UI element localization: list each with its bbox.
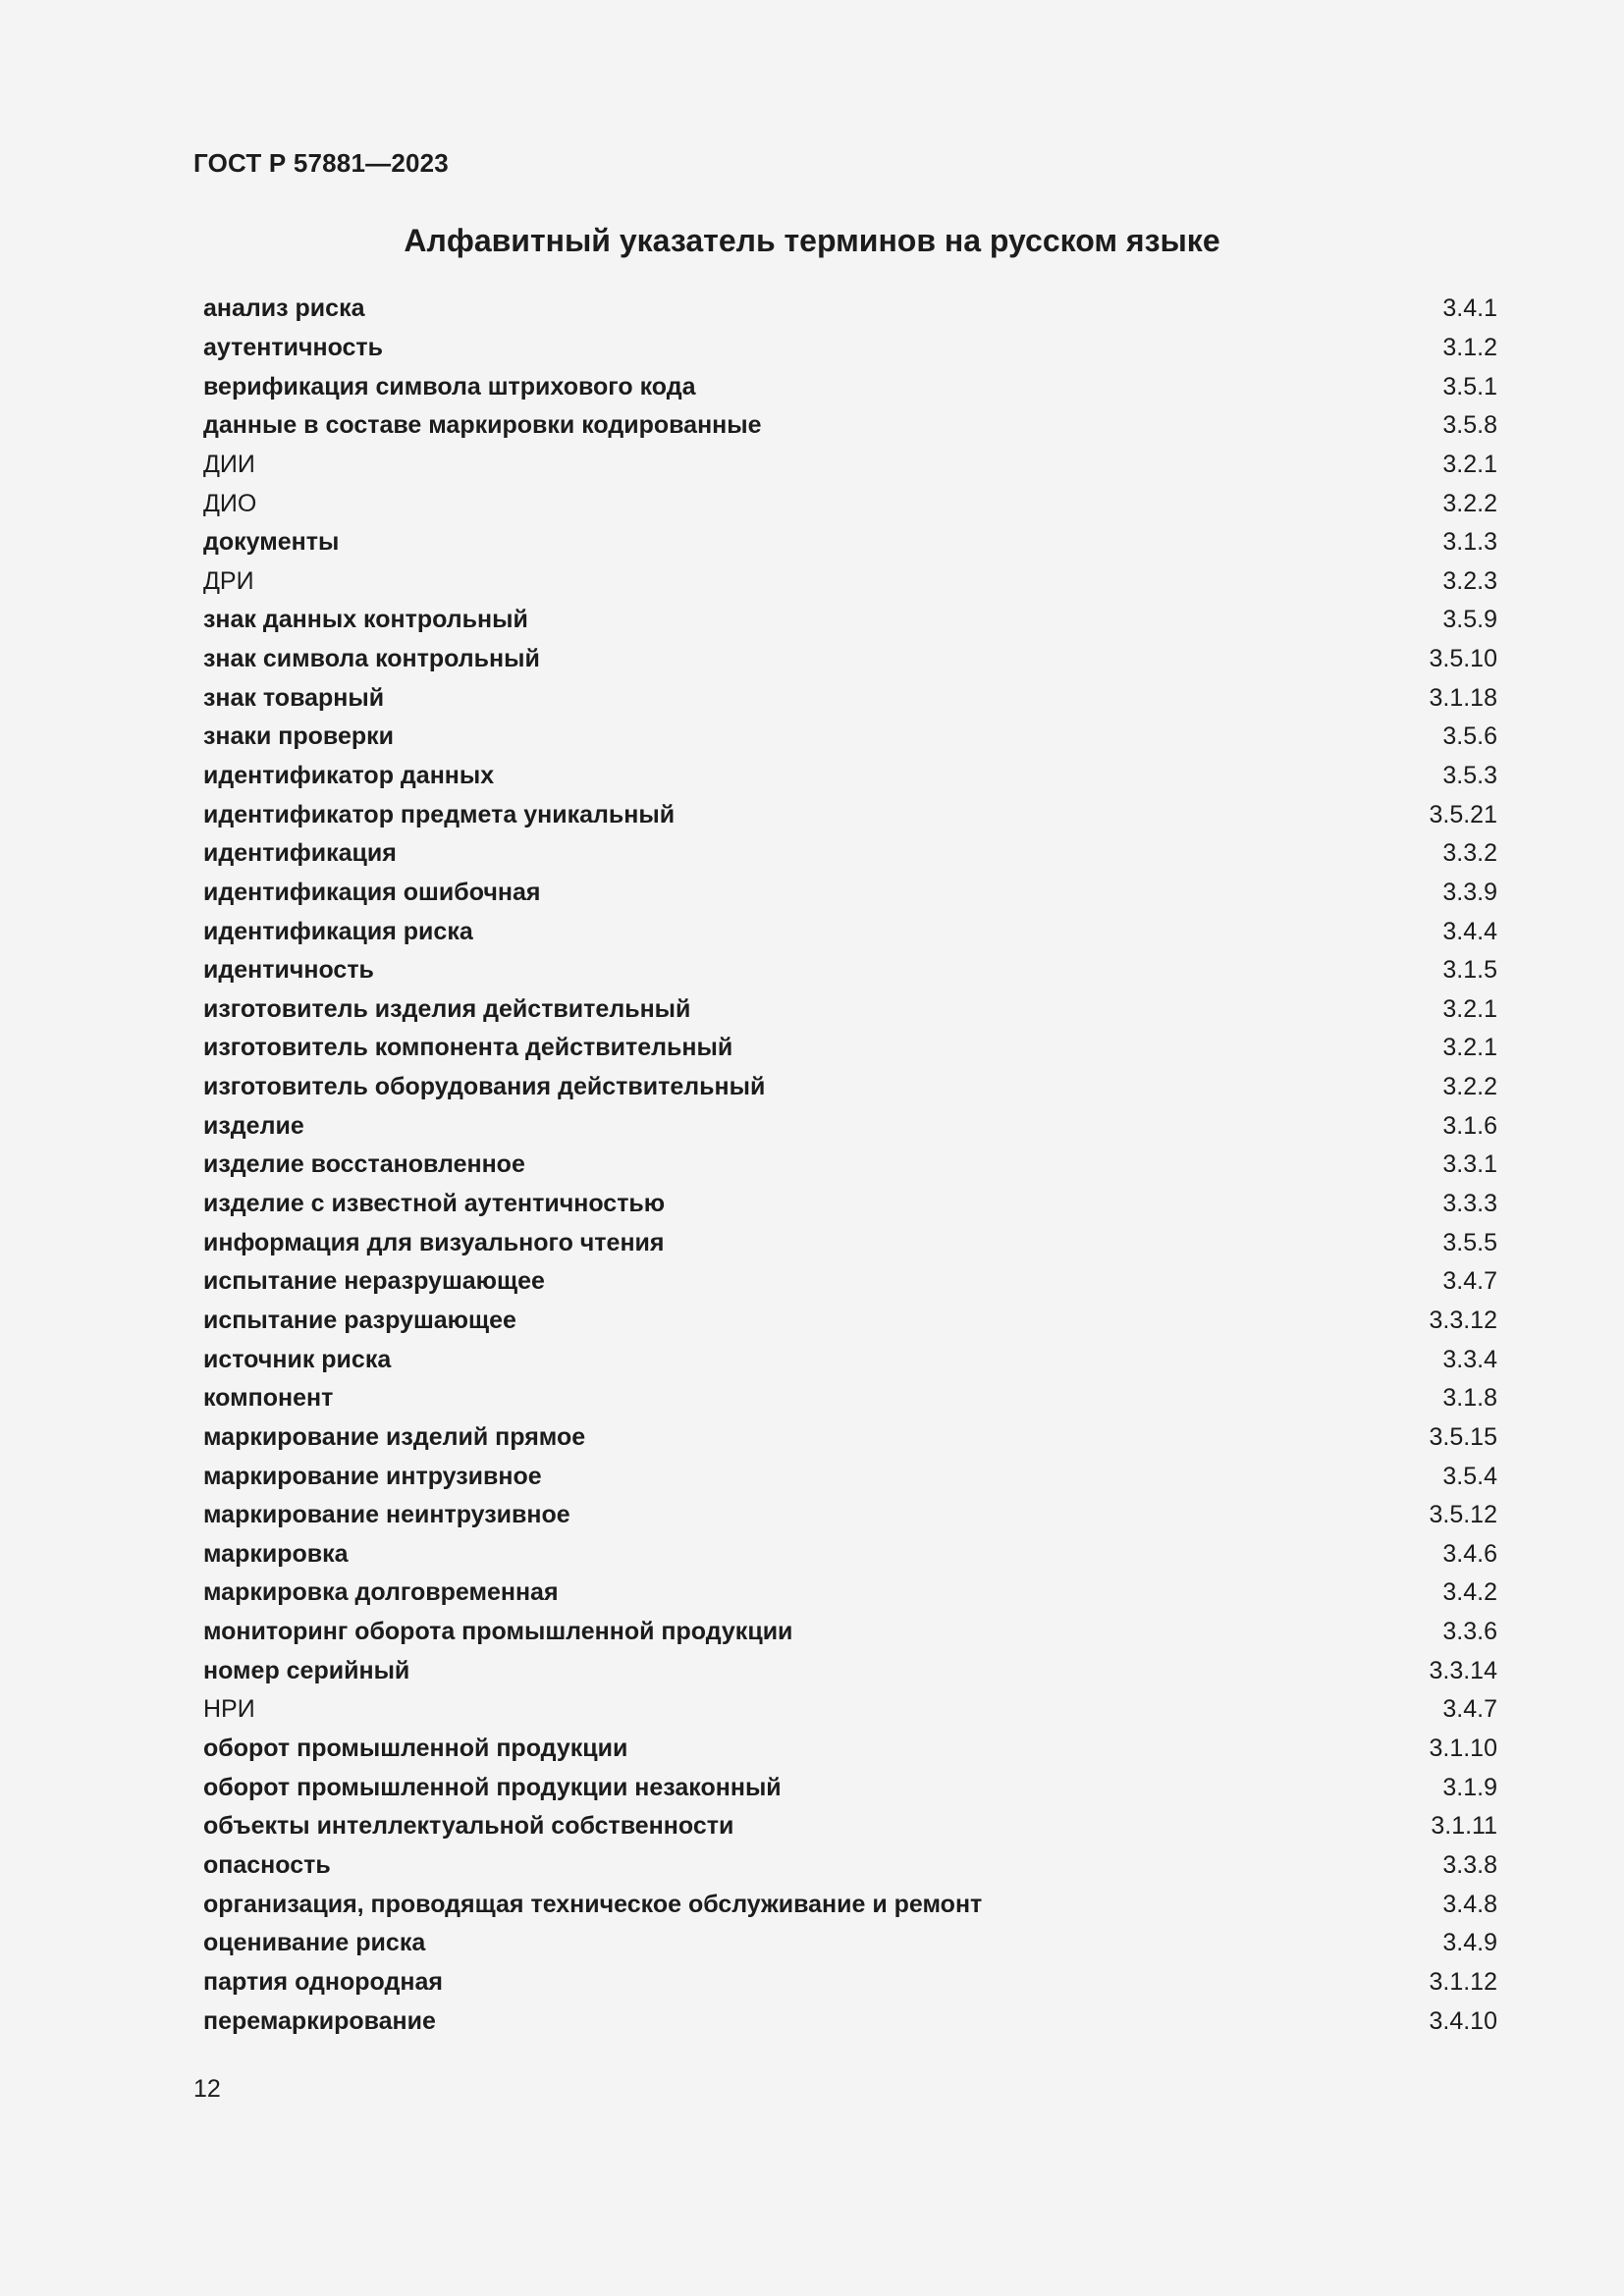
index-term: знак символа контрольный [203, 645, 540, 673]
index-term: идентификация риска [203, 917, 473, 945]
index-entry [203, 951, 1497, 990]
index-entry [203, 446, 1497, 485]
index-term-reference: 3.5.4 [1442, 1462, 1497, 1490]
index-entry [203, 1302, 1497, 1341]
index-term-reference: 3.2.3 [1442, 566, 1497, 595]
index-entry [203, 1029, 1497, 1068]
index-term-reference: 3.5.12 [1429, 1501, 1497, 1529]
index-entry [203, 1885, 1497, 1924]
index-term-reference: 3.5.15 [1429, 1422, 1497, 1451]
index-entry [203, 1846, 1497, 1886]
index-entry [203, 1690, 1497, 1730]
index-term-reference: 3.4.7 [1442, 1695, 1497, 1724]
index-term-reference: 3.5.3 [1442, 762, 1497, 789]
index-term-reference: 3.4.6 [1442, 1539, 1497, 1568]
index-term: изделие восстановленное [203, 1150, 525, 1179]
index-entry [203, 678, 1497, 718]
index-entry [203, 561, 1497, 601]
index-entry [203, 640, 1497, 679]
index-term-reference: 3.2.1 [1442, 994, 1497, 1023]
index-term-reference: 3.1.3 [1442, 528, 1497, 557]
index-term: организация, проводящая техническое обслуживание и ремонт [203, 1890, 983, 1918]
index-entry [203, 1768, 1497, 1807]
index-entry [203, 1068, 1497, 1107]
index-entry [203, 2002, 1497, 2041]
index-term-reference: 3.5.9 [1442, 606, 1497, 634]
index-entry [203, 1574, 1497, 1613]
index-term: верификация символа штрихового кода [203, 372, 696, 400]
index-term: изделие [203, 1111, 304, 1140]
index-entry [203, 990, 1497, 1030]
index-entry [203, 290, 1497, 329]
index-term: испытание неразрушающее [203, 1267, 545, 1296]
index-entry [203, 1418, 1497, 1458]
index-term-reference: 3.3.8 [1442, 1850, 1497, 1879]
index-term: ДИИ [203, 450, 255, 478]
index-term-reference: 3.3.9 [1442, 878, 1497, 906]
index-entry [203, 1651, 1497, 1690]
index-term: знаки проверки [203, 722, 394, 751]
index-term-reference: 3.1.18 [1429, 683, 1497, 712]
index-entry [203, 834, 1497, 874]
index-term-reference: 3.3.12 [1429, 1306, 1497, 1334]
index-entry [203, 1807, 1497, 1846]
index-term: информация для визуального чтения [203, 1228, 665, 1256]
index-term-reference: 3.3.4 [1442, 1345, 1497, 1373]
index-term: изготовитель изделия действительный [203, 994, 691, 1023]
index-entry [203, 1185, 1497, 1224]
index-term-reference: 3.1.12 [1429, 1967, 1497, 1996]
standard-code-header: ГОСТ Р 57881—2023 [193, 148, 449, 178]
index-entry [203, 1262, 1497, 1302]
index-entry [203, 367, 1497, 406]
index-term: оборот промышленной продукции незаконный [203, 1773, 782, 1801]
index-entry [203, 523, 1497, 562]
index-term: маркирование изделий прямое [203, 1422, 586, 1451]
index-term-reference: 3.5.6 [1442, 722, 1497, 751]
index-term: изготовитель оборудования действительный [203, 1073, 766, 1101]
index-entry [203, 1963, 1497, 2002]
index-term-reference: 3.1.9 [1442, 1773, 1497, 1801]
index-term-reference: 3.5.21 [1429, 800, 1497, 828]
index-term: источник риска [203, 1345, 392, 1373]
index-term: идентификация [203, 839, 397, 868]
index-term: перемаркирование [203, 2006, 436, 2035]
index-title: Алфавитный указатель терминов на русском языке [404, 223, 1220, 258]
index-entry [203, 1379, 1497, 1418]
index-term-reference: 3.5.1 [1442, 372, 1497, 400]
index-term: мониторинг оборота промышленной продукции [203, 1618, 793, 1646]
index-term: маркирование неинтрузивное [203, 1501, 570, 1529]
index-entry [203, 1535, 1497, 1575]
index-entry [203, 1340, 1497, 1379]
index-term: ДРИ [203, 566, 254, 595]
index-term: данные в составе маркировки кодированные [203, 411, 762, 440]
index-term-reference: 3.2.1 [1442, 1034, 1497, 1062]
index-term-reference: 3.4.8 [1442, 1890, 1497, 1918]
index-term: объекты интеллектуальной собственности [203, 1812, 734, 1841]
index-entry [203, 757, 1497, 796]
index-term: испытание разрушающее [203, 1306, 516, 1334]
index-term-reference: 3.3.3 [1442, 1190, 1497, 1218]
index-entry [203, 601, 1497, 640]
index-term-reference: 3.3.2 [1442, 839, 1497, 868]
index-term: партия однородная [203, 1967, 443, 1996]
index-term: изготовитель компонента действительный [203, 1034, 733, 1062]
index-term-reference: 3.1.11 [1431, 1812, 1497, 1841]
index-entry [203, 874, 1497, 913]
index-term: компонент [203, 1384, 334, 1413]
index-term: оценивание риска [203, 1929, 426, 1957]
index-term: знак данных контрольный [203, 606, 528, 634]
index-term-reference: 3.4.2 [1442, 1578, 1497, 1607]
term-index-list [203, 290, 1497, 2041]
index-term: маркировка [203, 1539, 349, 1568]
index-term-reference: 3.4.9 [1442, 1929, 1497, 1957]
index-entry [203, 406, 1497, 446]
index-term: знак товарный [203, 683, 385, 712]
index-term-reference: 3.1.5 [1442, 956, 1497, 985]
index-term-reference: 3.3.1 [1442, 1150, 1497, 1179]
index-entry [203, 1730, 1497, 1769]
index-term: опасность [203, 1850, 331, 1879]
index-term-reference: 3.4.4 [1442, 917, 1497, 945]
index-entry [203, 484, 1497, 523]
index-term: идентификатор предмета уникальный [203, 800, 676, 828]
index-term-reference: 3.4.7 [1442, 1267, 1497, 1296]
index-entry [203, 1223, 1497, 1262]
index-term-reference: 3.5.5 [1442, 1228, 1497, 1256]
index-term-reference: 3.5.8 [1442, 411, 1497, 440]
index-term-reference: 3.1.10 [1429, 1735, 1497, 1763]
index-term: идентификация ошибочная [203, 878, 541, 906]
index-entry [203, 1457, 1497, 1496]
index-entry [203, 912, 1497, 951]
index-term: идентичность [203, 956, 374, 985]
index-term: оборот промышленной продукции [203, 1735, 628, 1763]
index-term: анализ риска [203, 294, 365, 323]
index-term: НРИ [203, 1695, 255, 1724]
index-entry [203, 1613, 1497, 1652]
index-term-reference: 3.5.10 [1429, 645, 1497, 673]
index-term: ДИО [203, 489, 257, 517]
index-entry [203, 1924, 1497, 1963]
index-term: идентификатор данных [203, 762, 495, 789]
index-term: документы [203, 528, 340, 557]
index-term-reference: 3.2.2 [1442, 489, 1497, 517]
index-term-reference: 3.4.10 [1429, 2006, 1497, 2035]
index-term-reference: 3.1.8 [1442, 1384, 1497, 1413]
index-term-reference: 3.2.2 [1442, 1073, 1497, 1101]
index-term-reference: 3.4.1 [1442, 294, 1497, 323]
index-term: маркировка долговременная [203, 1578, 559, 1607]
index-entry [203, 718, 1497, 757]
index-term-reference: 3.1.2 [1442, 333, 1497, 361]
index-term: изделие с известной аутентичностью [203, 1190, 666, 1218]
index-entry [203, 329, 1497, 368]
index-term: аутентичность [203, 333, 384, 361]
index-term: маркирование интрузивное [203, 1462, 542, 1490]
index-entry [203, 1106, 1497, 1146]
index-term-reference: 3.3.6 [1442, 1618, 1497, 1646]
index-term-reference: 3.2.1 [1442, 450, 1497, 478]
index-term-reference: 3.3.14 [1429, 1656, 1497, 1684]
index-term: номер серийный [203, 1656, 410, 1684]
index-entry [203, 1146, 1497, 1185]
index-entry [203, 1496, 1497, 1535]
index-entry [203, 795, 1497, 834]
page-number: 12 [193, 2075, 221, 2103]
index-term-reference: 3.1.6 [1442, 1111, 1497, 1140]
